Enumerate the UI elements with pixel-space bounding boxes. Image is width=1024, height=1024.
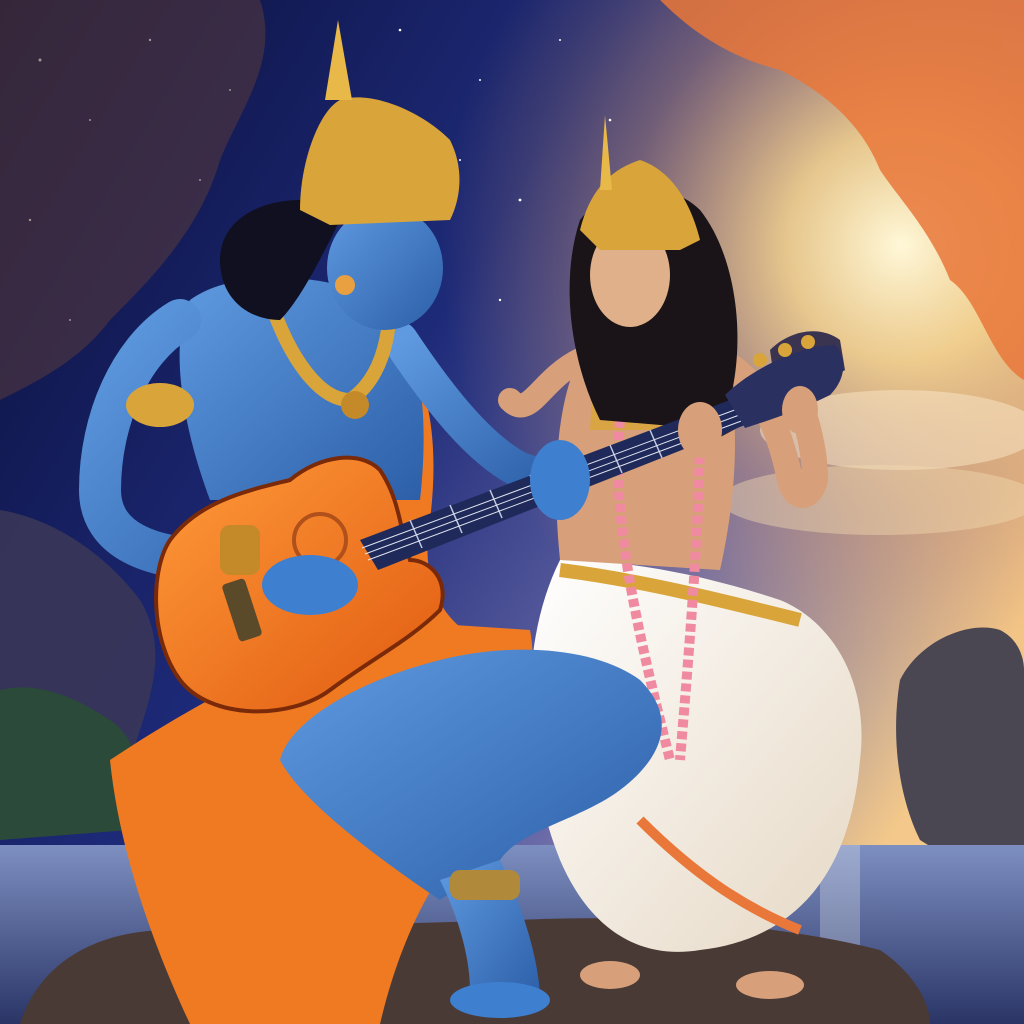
deity-face — [327, 206, 443, 330]
deity-hand — [262, 555, 358, 615]
rocks-right — [896, 627, 1024, 863]
deity-gold-bracelet — [220, 525, 260, 575]
goddess-hand — [782, 386, 818, 434]
goddess-foot — [736, 971, 804, 999]
deity-hand — [530, 440, 590, 520]
deity-earring — [335, 275, 355, 295]
deity-gold-armlet — [126, 383, 194, 427]
deity-foot — [450, 982, 550, 1018]
deity-pendant — [341, 391, 369, 419]
deity-gold-anklet — [450, 870, 520, 900]
goddess-foot — [580, 961, 640, 989]
goddess-hand — [678, 402, 722, 458]
